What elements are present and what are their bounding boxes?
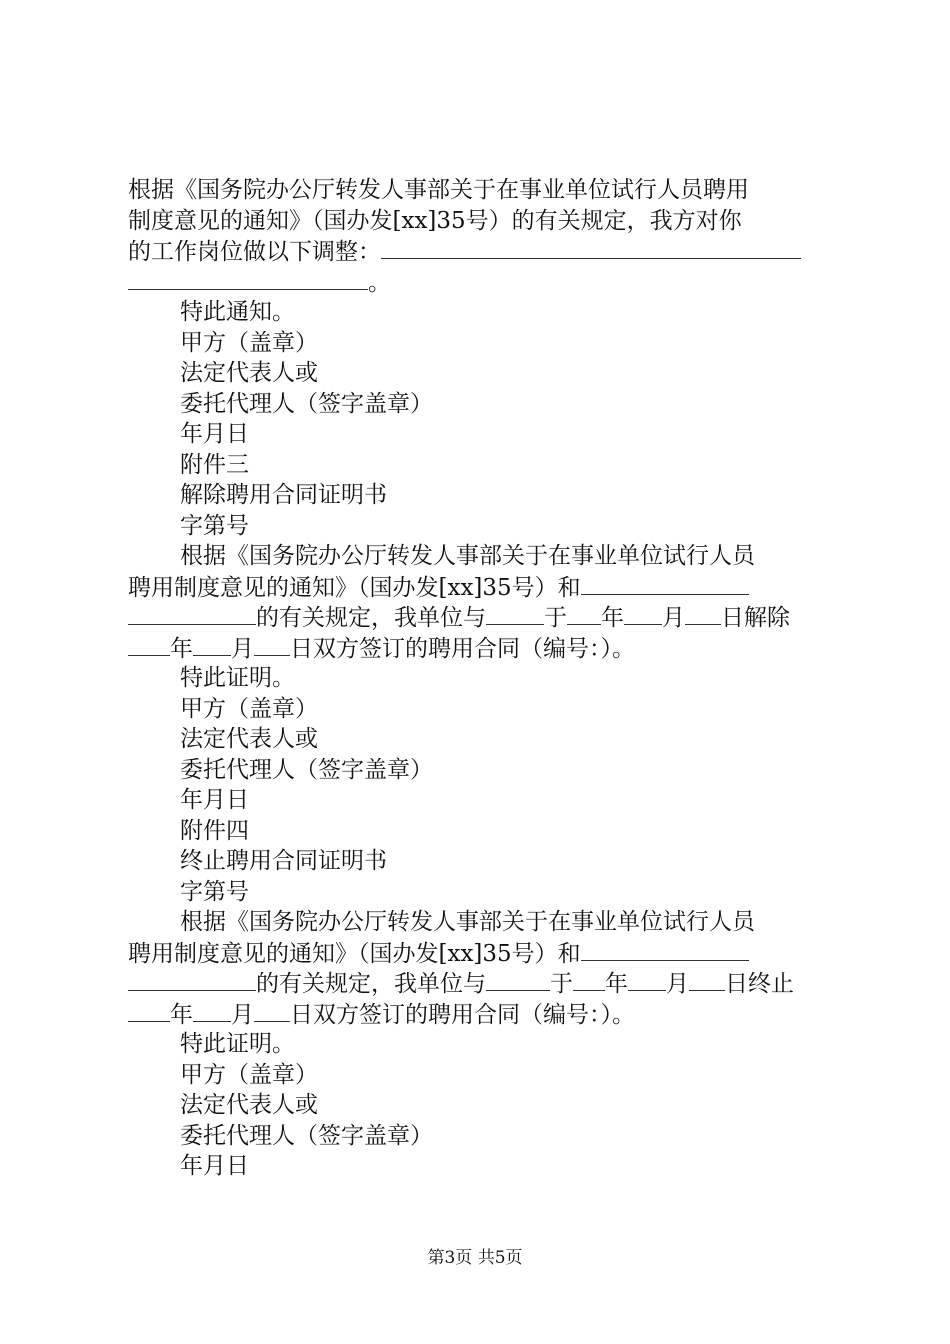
blank-fill-line (486, 968, 550, 991)
certificate-text: 聘用制度意见的通知》（国办发[xx]35号）和 (128, 574, 581, 601)
blank-fill-line (624, 602, 662, 625)
authorized-agent: 委托代理人（签字盖章） (180, 756, 433, 783)
blank-fill-line (254, 633, 290, 656)
certificate-closing: 特此证明。 (180, 1031, 295, 1057)
blank-fill-line (128, 602, 256, 625)
page-number-footer: 第3页 共5页 (427, 1248, 523, 1268)
certificate-text: 日双方签订的聘用合同（编号：）。 (290, 635, 635, 662)
certificate-text: 于 (544, 605, 567, 631)
certificate-paragraph-line-4 (128, 999, 832, 1030)
certificate-text: 聘用制度意见的通知》（国办发[xx]35号）和 (128, 940, 581, 967)
certificate-text: 日解除 (721, 605, 790, 631)
attachment-label: 附件四 (180, 817, 249, 844)
party-a-seal: 甲方（盖章） (180, 329, 318, 356)
blank-fill-line (128, 968, 256, 991)
party-a-seal: 甲方（盖章） (180, 695, 318, 722)
blank-fill-line (128, 633, 170, 656)
blank-fill-line (128, 267, 368, 290)
blank-fill-line (685, 602, 721, 625)
certificate-paragraph-line-3 (128, 968, 832, 999)
notice-paragraph-line-4 (128, 267, 832, 298)
authorized-agent: 委托代理人（签字盖章） (180, 390, 433, 417)
certificate-title: 终止聘用合同证明书 (180, 848, 387, 874)
certificate-text: 年 (170, 1001, 193, 1028)
blank-fill-line (581, 572, 749, 595)
blank-fill-line (193, 999, 231, 1022)
certificate-text: 月 (666, 971, 689, 997)
signature-date: 年月日 (180, 787, 249, 813)
party-a-seal: 甲方（盖章） (180, 1061, 318, 1088)
notice-paragraph-line-1: 根据《国务院办公厅转发人事部关于在事业单位试行人员聘用 (128, 177, 749, 203)
blank-fill-line (486, 602, 544, 625)
certificate-text: 日双方签订的聘用合同（编号：）。 (290, 1001, 635, 1028)
signature-date: 年月日 (180, 1153, 249, 1179)
certificate-text: 年 (605, 971, 628, 997)
notice-paragraph-line-2: 制度意见的通知》（国办发[xx]35号）的有关规定，我方对你 (128, 207, 742, 234)
certificate-text: 的有关规定，我单位与 (256, 605, 486, 631)
certificate-closing: 特此证明。 (180, 665, 295, 691)
document-number: 字第号 (180, 512, 249, 539)
certificate-text: 于 (550, 971, 573, 997)
certificate-paragraph-line-2 (128, 572, 832, 603)
certificate-text: 年 (170, 635, 193, 662)
attachment-label: 附件三 (180, 451, 249, 478)
certificate-text: 月 (231, 1001, 254, 1028)
certificate-paragraph-line-4 (128, 633, 832, 664)
blank-fill-line (567, 602, 601, 625)
blank-fill-line (689, 968, 725, 991)
blank-fill-line (573, 968, 605, 991)
blank-fill-line (193, 633, 231, 656)
legal-representative: 法定代表人或 (180, 1092, 318, 1118)
certificate-paragraph-line-1: 根据《国务院办公厅转发人事部关于在事业单位试行人员 (180, 543, 755, 569)
legal-representative: 法定代表人或 (180, 360, 318, 386)
signature-date: 年月日 (180, 421, 249, 447)
certificate-text: 月 (231, 635, 254, 662)
certificate-paragraph-line-3 (128, 602, 832, 633)
notice-paragraph-text: 的工作岗位做以下调整： (128, 239, 381, 265)
blank-fill-line (128, 999, 170, 1022)
notice-paragraph-line-3 (128, 236, 832, 267)
document-number: 字第号 (180, 878, 249, 905)
certificate-text: 日终止 (725, 971, 794, 997)
authorized-agent: 委托代理人（签字盖章） (180, 1122, 433, 1149)
legal-representative: 法定代表人或 (180, 726, 318, 752)
notice-closing: 特此通知。 (180, 299, 295, 325)
certificate-text: 年 (601, 605, 624, 631)
certificate-paragraph-line-2 (128, 938, 832, 969)
period-mark: 。 (368, 269, 391, 296)
blank-fill-line (381, 236, 801, 259)
blank-fill-line (628, 968, 666, 991)
certificate-paragraph-line-1: 根据《国务院办公厅转发人事部关于在事业单位试行人员 (180, 909, 755, 935)
blank-fill-line (581, 938, 749, 961)
certificate-text: 的有关规定，我单位与 (256, 971, 486, 997)
blank-fill-line (254, 999, 290, 1022)
certificate-title: 解除聘用合同证明书 (180, 482, 387, 508)
document-body (128, 175, 832, 1182)
certificate-text: 月 (662, 605, 685, 631)
